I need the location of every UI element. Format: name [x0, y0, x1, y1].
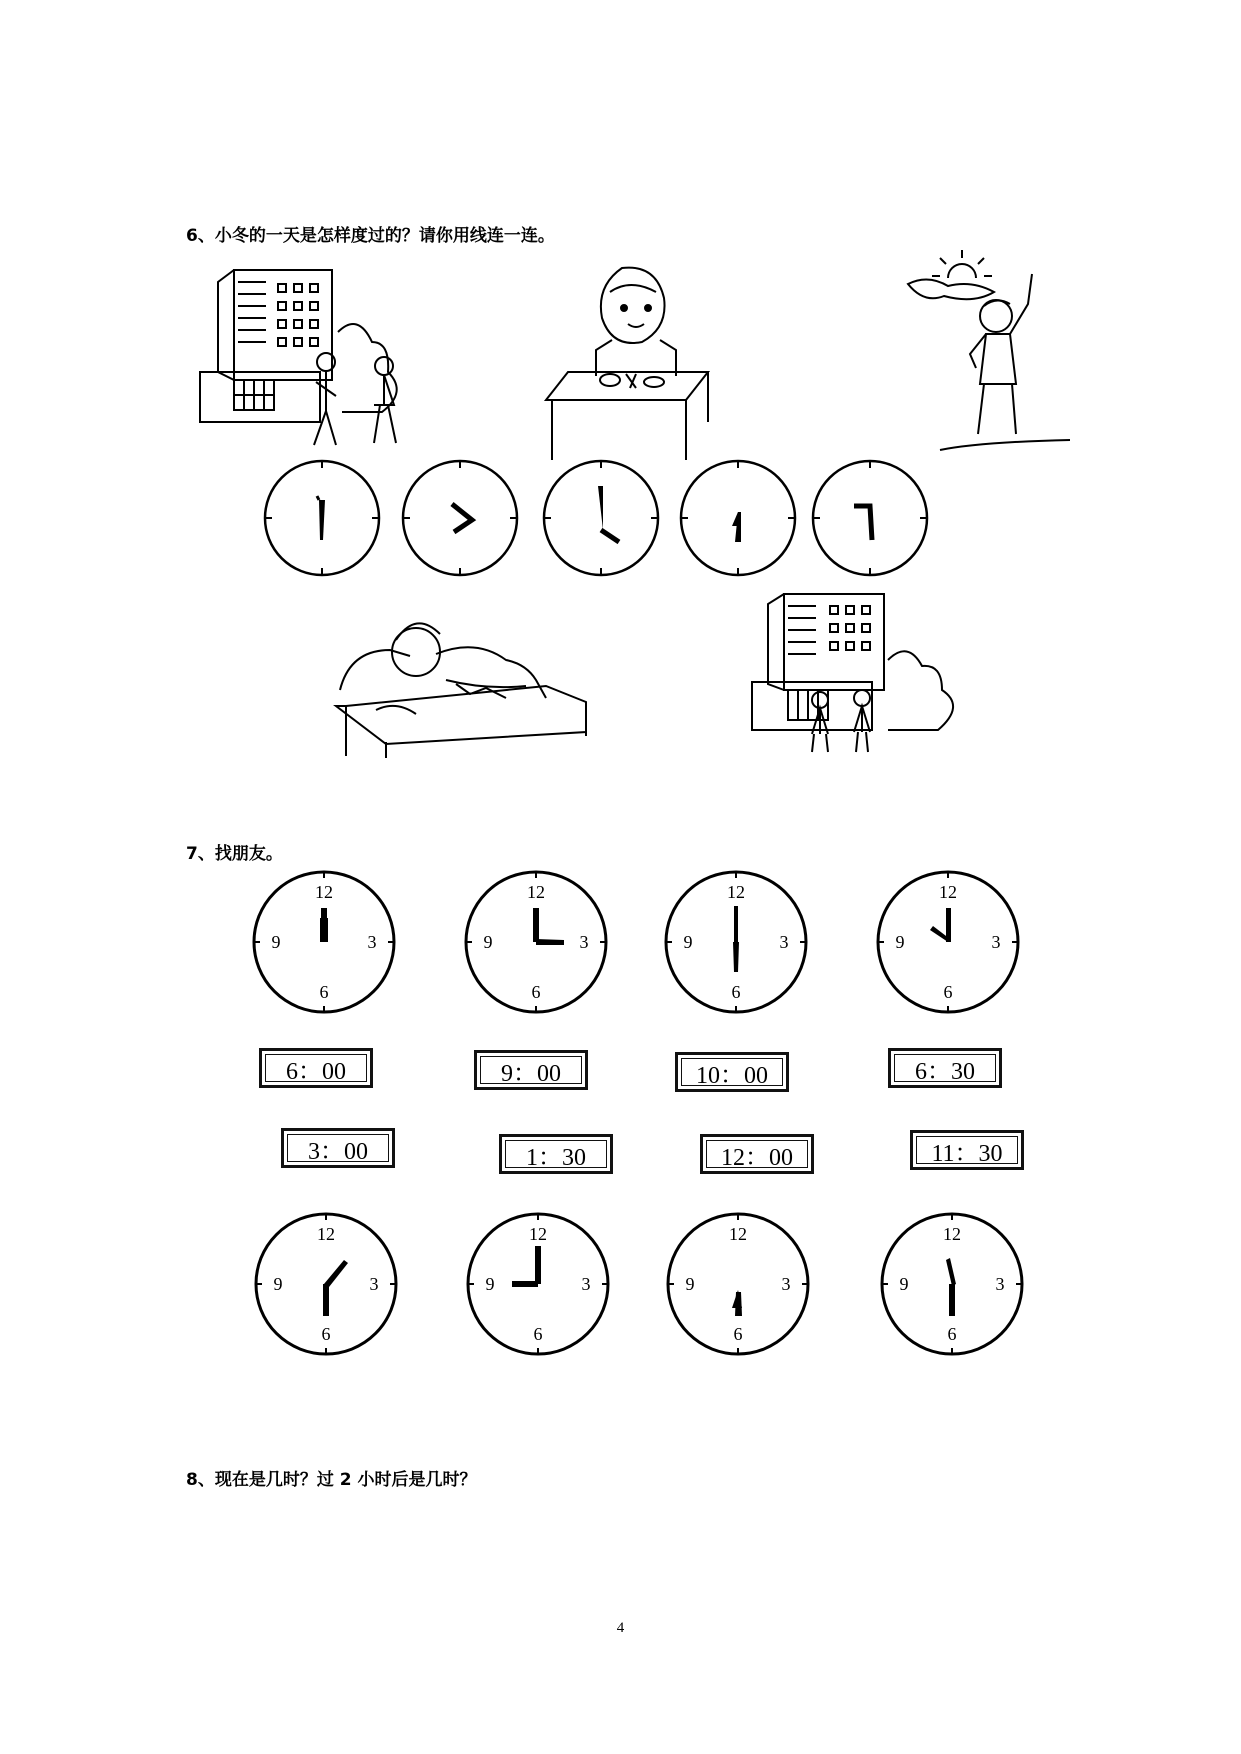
numeral-9: 9	[683, 932, 693, 952]
q7-clock-top-2	[462, 868, 610, 1016]
numeral-6: 6	[947, 1324, 957, 1344]
school-afternoon-illustration	[748, 590, 973, 765]
numeral-12: 12	[529, 1224, 547, 1244]
child-sleeping-illustration	[336, 610, 586, 760]
question-7-title: 7、找朋友。	[186, 844, 283, 864]
numeral-3: 3	[991, 932, 1001, 952]
q7-clock-bottom-2	[464, 1210, 612, 1358]
numeral-3: 3	[995, 1274, 1005, 1294]
school-children-illustration	[198, 262, 423, 454]
boy-eating-illustration	[552, 262, 720, 457]
numeral-6: 6	[533, 1324, 543, 1344]
numeral-3: 3	[781, 1274, 791, 1294]
q7-clock-top-4	[874, 868, 1022, 1016]
numeral-6: 6	[943, 982, 953, 1002]
q6-clock-5	[810, 458, 930, 578]
numeral-3: 3	[579, 932, 589, 952]
numeral-9: 9	[899, 1274, 909, 1294]
q6-clock-1	[262, 458, 382, 578]
q6-clock-2	[400, 458, 520, 578]
numeral-9: 9	[483, 932, 493, 952]
numeral-9: 9	[271, 932, 281, 952]
numeral-12: 12	[729, 1224, 747, 1244]
numeral-12: 12	[317, 1224, 335, 1244]
numeral-3: 3	[369, 1274, 379, 1294]
numeral-6: 6	[531, 982, 541, 1002]
question-6-title: 6、小冬的一天是怎样度过的？请你用线连一连。	[186, 226, 555, 246]
q7-clock-bottom-1	[252, 1210, 400, 1358]
numeral-12: 12	[727, 882, 745, 902]
time-label-box[interactable]: 3：00	[281, 1128, 395, 1168]
numeral-12: 12	[527, 882, 545, 902]
q7-clock-bottom-3	[664, 1210, 812, 1358]
numeral-12: 12	[943, 1224, 961, 1244]
time-label-box[interactable]: 11：30	[910, 1130, 1024, 1170]
time-label-box[interactable]: 6：00	[259, 1048, 373, 1088]
numeral-6: 6	[321, 1324, 331, 1344]
q7-clock-top-1	[250, 868, 398, 1016]
time-label-box[interactable]: 10：00	[675, 1052, 789, 1092]
time-label-box[interactable]: 1：30	[499, 1134, 613, 1174]
boy-waving-sun-illustration	[900, 250, 1070, 460]
numeral-6: 6	[731, 982, 741, 1002]
numeral-3: 3	[367, 932, 377, 952]
numeral-9: 9	[273, 1274, 283, 1294]
numeral-3: 3	[779, 932, 789, 952]
numeral-3: 3	[581, 1274, 591, 1294]
page-number: 4	[616, 1620, 625, 1636]
numeral-9: 9	[485, 1274, 495, 1294]
numeral-12: 12	[939, 882, 957, 902]
time-label-box[interactable]: 6：30	[888, 1048, 1002, 1088]
q7-clock-bottom-4	[878, 1210, 1026, 1358]
q6-clock-3	[541, 458, 661, 578]
q6-clock-4	[678, 458, 798, 578]
time-label-box[interactable]: 9：00	[474, 1050, 588, 1090]
numeral-6: 6	[319, 982, 329, 1002]
q7-clock-top-3	[662, 868, 810, 1016]
time-label-box[interactable]: 12：00	[700, 1134, 814, 1174]
numeral-12: 12	[315, 882, 333, 902]
numeral-6: 6	[733, 1324, 743, 1344]
question-8-title: 8、现在是几时？过 2 小时后是几时？	[186, 1470, 477, 1490]
numeral-9: 9	[895, 932, 905, 952]
numeral-9: 9	[685, 1274, 695, 1294]
